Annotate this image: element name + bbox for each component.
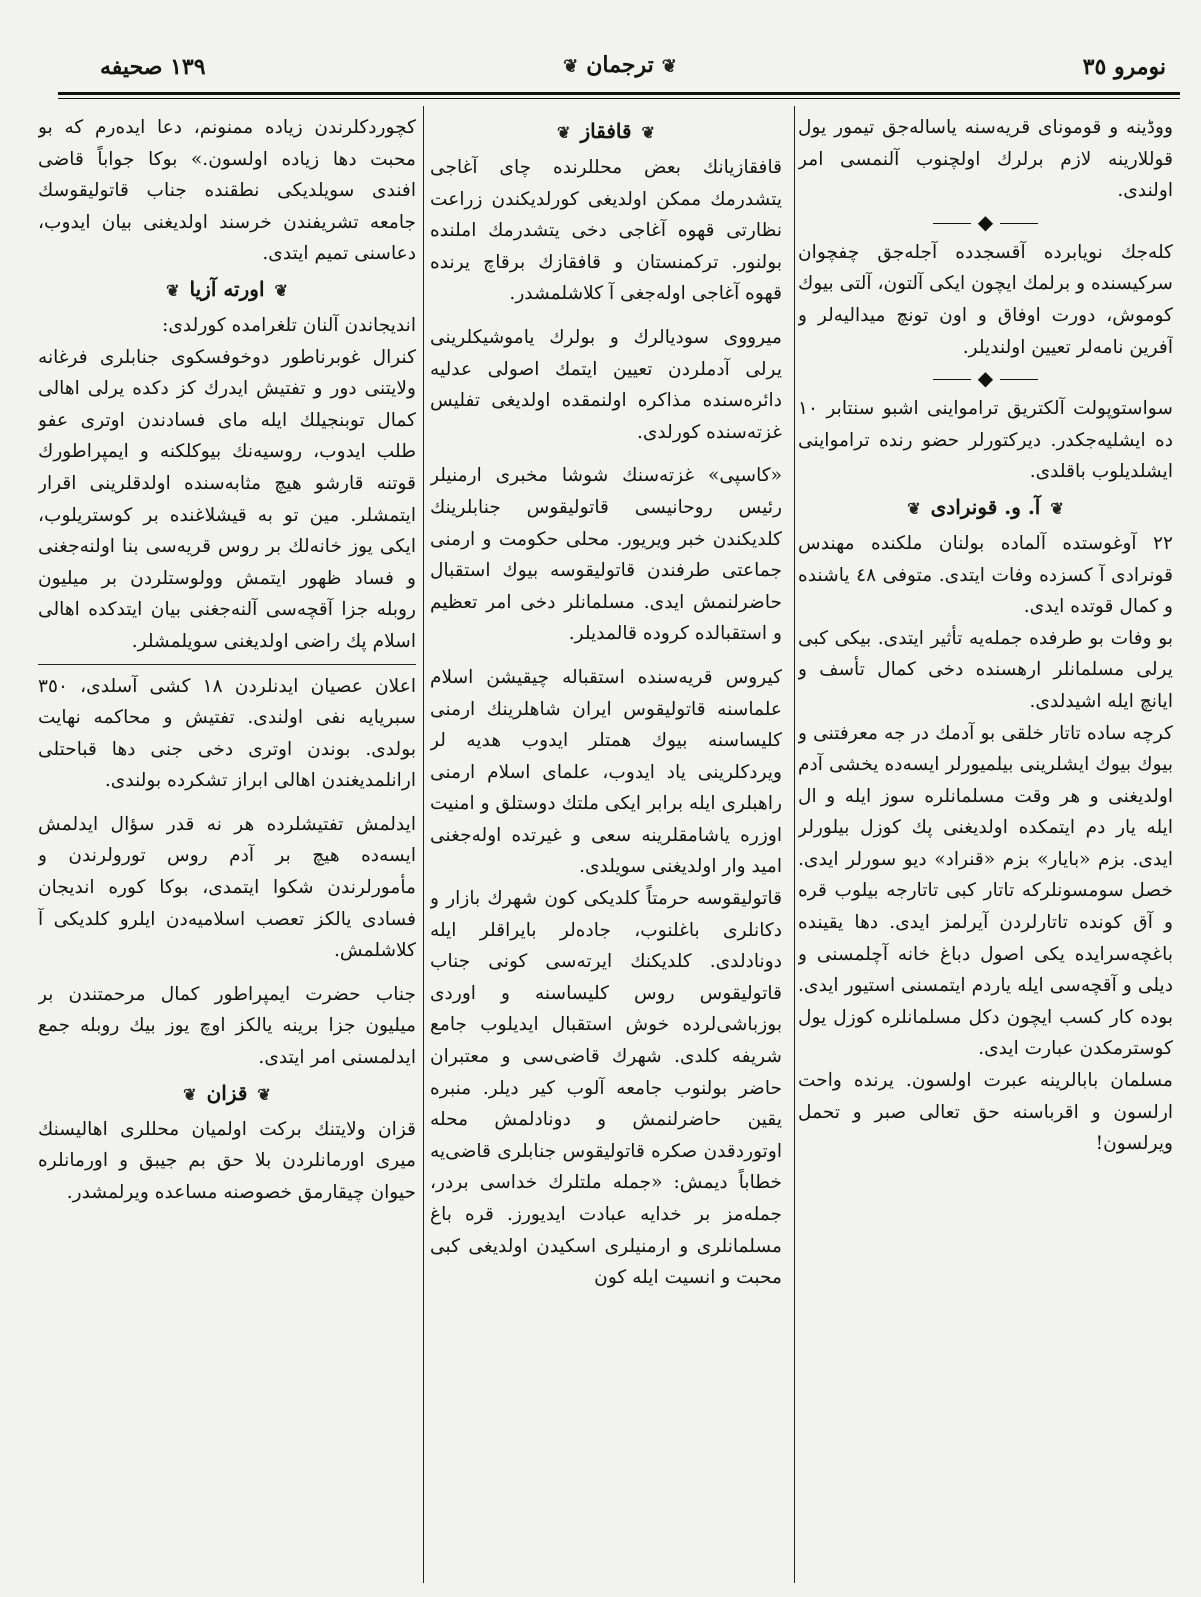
ornament-icon: ❦ <box>563 56 579 77</box>
article-paragraph: ایدلمش تفتیشلرده هر نه قدر سؤال ایدلمش ایسه‌ده هیچ بر آدم روس تورولرندن و مأمورلرندن شکوا ایتمدی، بوکا کوره اندیجان فسادی یالکز تعصب اسلامیه‌دن ایلرو کلدیکی آ کلاشلمش. <box>38 813 416 962</box>
column-divider <box>794 106 795 1583</box>
heading-text: قافقاز <box>580 119 632 143</box>
masthead-title <box>60 52 1180 78</box>
article-paragraph: ٢٢ آوغوستده آلماده بولنان ملکنده مهندس قونرادی آ کسزده وفات ایتدی. متوفی ٤٨ یاشنده و کمال قوتده ایدی. <box>798 532 1173 618</box>
article-paragraph: اعلان عصیان ایدنلردن ١٨ کشی آسلدی، ٣٥٠ سبریایه نفی اولندی. تفتیش و محاکمه نهایت بولدی. بوندن اوتری دخی جنی دها قباحتلی ارانلمدیغندن اهالی ابراز تشکرده بولندی. <box>38 675 416 792</box>
article-paragraph: قاتولیقوسه حرمتاً کلدیکی کون شهرك بازار و دکانلری باغلنوب، جاده‌لر بایراقلر ایله دونادلدی. کلدیکنك ایرته‌سی کونی جناب قاتولیقوس روس کلیساسنه و اوردی بوزباشی‌لرده خوش استقبال ایدیلوب جامع شریفه کلدی. شهرك قاضی‌سی و معتبران حاضر بولنوب جامعه آلوب کیر دیلر. منبره یقین حاضرلنمش و دونادلمش محله اوتوردقدن صکره قاتولیقوس جنابلری قاضی‌یه خطاباً دیمش: «جمله ملتلرك خداسی بردر، جمله‌مز بر خدایه عبادت ایدیورز. قره باغ مسلمانلری و ارمنیلری اسکیدن اولدیغی کبی محبت و انسیت ایله کون <box>430 888 782 1289</box>
page-header <box>60 44 1180 92</box>
ornament-icon: ❦ <box>274 280 288 300</box>
article-paragraph: جناب حضرت ایمپراطور کمال مرحمتندن بر میلیون جزا برینه یالکز اوچ یوز بیك روبله جمع ایدلمسنی امر ایتدی. <box>38 983 416 1069</box>
article-paragraph: بو وفات بو طرفده جمله‌یه تأثیر ایتدی. بیکی کبی یرلی مسلمانلر ارهسنده دخی کمال تأسف و ایانچ ایله اشیدلدی. <box>798 627 1173 712</box>
ornament-icon: ❦ <box>907 498 921 518</box>
issue-number: نومرو ٣٥ <box>1082 54 1166 80</box>
section-heading <box>798 490 1173 526</box>
newspaper-title: ترجمان <box>586 52 654 78</box>
heading-text: آ. و. قونرادی <box>930 494 1041 519</box>
section-heading <box>430 114 782 150</box>
article-paragraph: اندیجاندن آلنان تلغرامده کورلدی: <box>162 314 416 336</box>
article-paragraph: ووڈینه و قومونای قریه‌سنه یاساله‌جق تیمور یول قوللارینه لازم برلرك اولچنوب آلنمسی امر اولندی. <box>798 117 1173 202</box>
column-left <box>38 112 416 1583</box>
header-rule-thin <box>58 98 1180 99</box>
ornament-icon: ❦ <box>166 280 180 300</box>
ornament-icon: ❦ <box>183 1084 197 1104</box>
article-paragraph: کچوردکلرندن زیاده ممنونم، دعا ایده‌رم که بو محبت دها زیاده اولسون.» بوکا جواباً قاضی افندی سویلدیکی نطقنده جناب قاتولیقوسك جامعه تشریفندن خرسند اولدیغنی بیان ایدوب، دعاسنی تمیم ایتدی. <box>38 117 416 265</box>
separator: ◆ <box>798 363 1173 393</box>
section-heading <box>38 1076 416 1112</box>
column-right <box>798 112 1173 1583</box>
paragraph-rule <box>38 664 416 665</box>
ornament-icon: ❦ <box>257 1084 271 1104</box>
article-paragraph: قافقازیانك بعض محللرنده چای آغاجی یتشدرمك ممکن اولدیغی کورلدیکندن زراعت نظارتی قهوه آغاجی دخی یتشدرمك املنده بولنور. ترکمنستان و قافقازك برقاچ یرنده قهوه آغاجی اوله‌جغی آ کلاشلمشدر. <box>430 157 782 305</box>
article-paragraph: میرووی سودیالرك و بولرك یاموشیکلرینی یرلی آدملردن تعیین ایتمك اصولی عدلیه دائره‌سنده مذاکره اولنمقده اولدیغی تفلیس غزته‌سنده کورلدی. <box>430 326 782 443</box>
article-paragraph: کرچه ساده تاتار خلقی بو آدمك در جه معرفتنی و بیوك بیوك ایشلرینی بیلمیورلر ایسه‌ده یخشی آدم اولدیغنی و هر وقت مسلمانلره سوز ایله و ال ایله یار دم ایتمکده اولدیغنی پك کوزل بیلورلر ایدی. بزم «بایار» بزم «قنراد» دیو سورلر ایدی. خصل سومسونلرکه تاتار کبی تاتارجه بیلوب قره و آق کونده تاتارلردن آیرلمز ایدی. دها یقینده باغچه‌سرایده یکی اصول دباغ خانه آچلمسنی و دیلی و آقچه‌سی ایله یاردم ایتمسنی استیور ایدی. بوده کار کسب ایچون دکل مسلمانلره کوزل یول کوسترمکدن عبارت ایدی. <box>798 722 1173 1060</box>
heading-text: اورته آزیا <box>189 276 265 301</box>
article-paragraph: قزان ولایتنك برکت اولمیان محللری اهالیسنك میری اورمانلردن بلا حق بم جیبق و اورمانلره حیوان چیقارمق خصوصنه مساعده ویرلمشدر. <box>38 1118 416 1203</box>
article-paragraph: کیروس قریه‌سنده استقباله چیقیشن اسلام علماسنه قاتولیقوس ایران شاهلرینك ارمنی کلیساسنه بیوك همتلر ایدوب هدیه لر ویردکلرینی یاد ایدوب، علمای اسلام ارمنی راهبلری ایله برابر ایکی ملتك دوستلق و امنیت اوزره یاشامقلرینه سعی و غیرتده اوله‌جغنی امید وار اولدیغنی سویلدی. <box>430 666 782 878</box>
article-paragraph: سواستوپولت آلکتریق ترامواینی اشبو سنتابر ١٠ ده ایشلیه‌جکدر. دیرکتورلر حضو رنده ترامواینی ایشلدیلوب باقلدی. <box>798 398 1173 483</box>
separator: ◆ <box>798 207 1173 237</box>
heading-text: قزان <box>206 1080 248 1105</box>
article-paragraph: کله‌جك نویابرده آقسجدده آجله‌جق چفچوان سرکیسنده و برلمك ایچون ایکی آلتون، آلتی بیوك کوموش، دورت اوفاق و اون تونچ میدالیه‌لر و آفرین نامه‌لر تعیین اولندیلر. <box>798 241 1173 358</box>
ornament-icon: ❦ <box>557 123 571 142</box>
ornament-icon: ❦ <box>661 56 677 77</box>
article-paragraph: کنرال غوبرناطور دوخوفسکوی جنابلری فرغانه ولایتنی دور و تفتیش ایدرك کز دکده یرلی اهالی کمال توبنجیلك ایله مای فسادندن اوتری عفو طلب ایدوب، روسیه‌نك بیوکلکنه و ایمپراطورك قوتنه قارشو هیچ مثابه‌سنده اولدقلرینی اقرار ایتمشلر. مین تو به قیشلاغنده بر کوستریلوب، ایکی یوز خانه‌لك بر روس قریه‌سی بنا اولنه‌جغنی و فساد ظهور ایتمش وولوستلردن بر میلیون روبله جزا آقچه‌سی آلنه‌جغنی بیان ایتدکده اهالی اسلام پك راضی اولدیغنی سویلمشلر. <box>38 346 416 652</box>
section-heading <box>38 272 416 308</box>
header-rule-thick <box>58 92 1180 95</box>
article-paragraph: «کاسپی» غزته‌سنك شوشا مخبری ارمنیلر رئیس روحانیسی قاتولیقوس جنابلرینك کلدیکندن خبر ویریور. محلی حکومت و ارمنی جماعتی طرفندن قاتولیقوسه بیوك استقبال حاضرلنمش ایدی. مسلمانلر دخی امر تعظیم و استقبالده کروده قالمدیلر. <box>430 465 782 645</box>
column-middle <box>430 112 782 1583</box>
ornament-icon: ❦ <box>641 123 655 142</box>
column-divider <box>423 106 424 1583</box>
article-paragraph: مسلمان بابالرینه عبرت اولسون. یرنده واحت ارلسون و اقرباسنه حق تعالی صبر و تحمل ویرلسون! <box>798 1070 1173 1155</box>
ornament-icon: ❦ <box>1050 498 1064 518</box>
page-number: ١٣٩ صحیفه <box>100 54 206 80</box>
